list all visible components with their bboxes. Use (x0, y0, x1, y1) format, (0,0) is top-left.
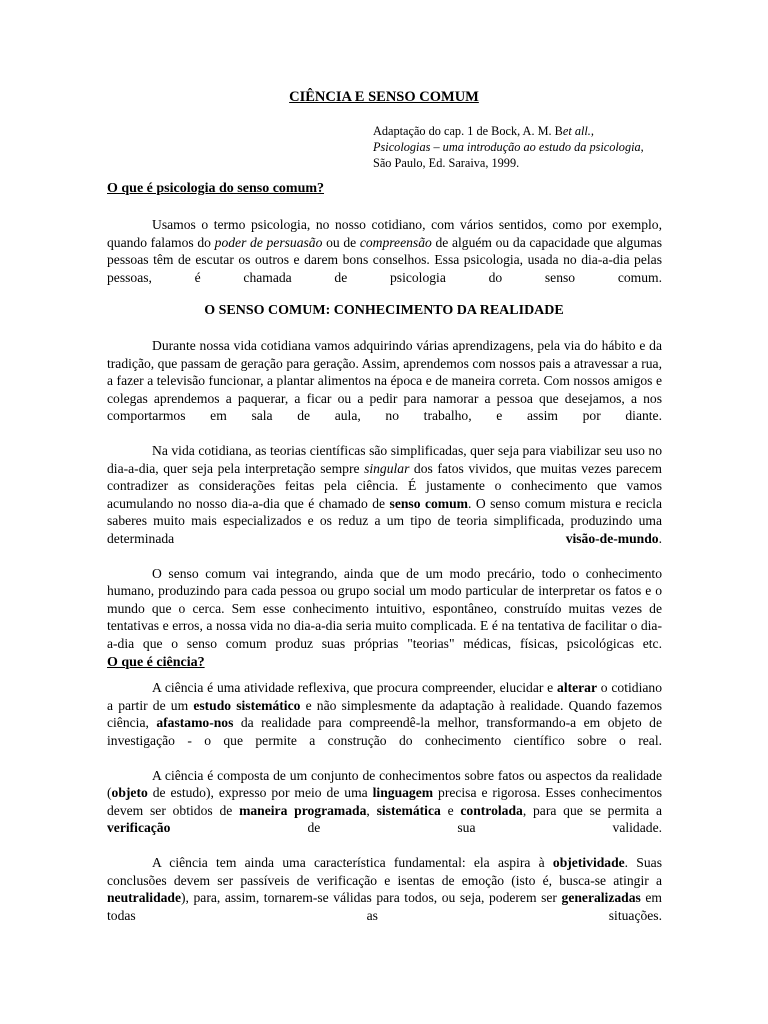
text-run: e não simplesmente da adaptação à realidade. Quando fazemos ciência, (107, 697, 662, 730)
bold-term: linguagem (372, 785, 434, 800)
bold-term: maneira programada (239, 802, 367, 818)
text-run: , (366, 802, 377, 818)
bold-term: estudo sistemático (193, 697, 301, 713)
bold-term: neutralidade (107, 890, 182, 905)
text-run: . (658, 530, 662, 546)
section3-body (107, 679, 662, 942)
text-run: ), para, assim, tornarem-se válidas para todos, ou seja, poderem ser (181, 890, 562, 905)
reference-note (373, 123, 663, 171)
bold-term: objeto (111, 785, 148, 800)
bold-term: controlada (460, 802, 523, 818)
italic-term: singular (364, 460, 410, 476)
paragraph (107, 679, 662, 767)
paragraph (107, 216, 662, 304)
text-run: A ciência é composta de um conjunto de conhecimentos sobre fatos ou aspectos da realidade ( (107, 767, 662, 800)
text-run: A ciência é uma atividade reflexiva, que procura compreender, elucidar e (152, 680, 558, 695)
bold-term: verificação (107, 820, 171, 835)
text-run: , para que se permita a (522, 802, 662, 818)
text-run: Na vida cotidiana, as teorias científicas são simplificadas, quer seja para viabilizar seu uso no dia-a-dia, quer seja pela interpretação sempre (107, 443, 662, 476)
bold-term: generalizadas (561, 890, 641, 905)
text-run: em todas as situações. (107, 890, 662, 923)
text-run: A ciência tem ainda uma característica fundamental: ela aspira à (152, 855, 553, 870)
italic-term: compreensão (359, 234, 432, 250)
reference-publisher: São Paulo, Ed. Saraiva, 1999. (373, 156, 520, 170)
text-run: Usamos o termo psicologia, no nosso cotidiano, com vários sentidos, como por exemplo, quando falamos do (107, 217, 662, 250)
italic-term: poder de persuasão (214, 234, 323, 250)
heading-psicologia-senso-comum: O que é psicologia do senso comum? (107, 181, 325, 196)
text-run: de sua validade. (170, 820, 662, 835)
text-run: . Suas conclusões devem ser passíveis de verificação e isentas de emoção (isto é, busca-se atingir a (107, 855, 662, 888)
paragraph (107, 767, 662, 855)
text-run: e (440, 802, 461, 818)
bold-term: afastamo-nos (156, 715, 234, 730)
paragraph (107, 854, 662, 942)
paragraph (107, 442, 662, 565)
reference-et-all: et all., (562, 124, 594, 138)
text-run: precisa e rigorosa. Esses conhecimentos devem ser obtidos de (107, 785, 662, 818)
reference-citation: Adaptação do cap. 1 de Bock, A. M. B (373, 124, 563, 138)
text-run: . O senso comum mistura e recicla saberes muito mais especializados e os reduz a um tipo de teoria simplificada, produzindo uma determinada (107, 495, 662, 546)
section2-body (107, 337, 662, 670)
heading-o-que-e-ciencia: O que é ciência? (107, 655, 205, 670)
text-run: o cotidiano a partir de um (107, 680, 662, 713)
text-run: dos fatos vividos, que muitas vezes parecem contradizer as considerações feitas pela ciência. É justamente o conhecimento que vamos acumulando no nosso dia-a-dia que é chamado de (107, 460, 662, 511)
text-run: ou de (322, 234, 360, 250)
bold-term: visão-de-mundo (565, 530, 659, 546)
bold-term: objetividade (552, 855, 625, 870)
text-run: de estudo), expresso por meio de uma (147, 785, 373, 800)
paragraph: O senso comum vai integrando, ainda que de um modo precário, todo o conhecimento humano, produzindo para cada pessoa ou grupo social um modo particular de interpretar os fatos e o mundo que o cerca. Sem esse conhecimento intuitivo, espontâneo, construído muitas vezes de tentativas e erros, a nossa vida no dia-a-dia seria muito complicada. E é na tentativa de facilitar o dia-a-dia que o senso comum produz suas próprias "teorias" médicas, físicas, psicológicas etc. (107, 565, 662, 651)
reference-book-title: Psicologias – uma introdução ao estudo da psicologia, (373, 140, 644, 154)
document-title: CIÊNCIA E SENSO COMUM (289, 89, 479, 105)
bold-term: alterar (557, 680, 598, 695)
section1-body (107, 216, 662, 304)
text-run: da realidade para compreendê-la melhor, transformando-a em objeto de investigação - o que permite a construção do conhecimento científico sobre o real. (107, 715, 662, 748)
bold-term: senso comum (389, 495, 468, 511)
bold-term: sistemática (376, 802, 441, 818)
paragraph: Durante nossa vida cotidiana vamos adquirindo várias aprendizagens, pela via do hábito e da tradição, que passam de geração para geração. Assim, aprendemos com nossos pais a atravessar a rua, a fazer a televisão funcionar, a plantar alimentos na época e de maneira correta. Com nossos amigos e colegas aprendemos a paquerar, a ficar ou a pedir para namorar a pessoa que desejamos, a nos comportarmos em sala de aula, no trabalho, e assim por diante. (107, 338, 662, 423)
heading-senso-comum: O SENSO COMUM: CONHECIMENTO DA REALIDADE (204, 303, 564, 318)
text-run: de alguém ou da capacidade que algumas pessoas têm de escutar os outros e darem bons conselhos. Essa psicologia, usada no dia-a-dia pelas pessoas, é chamada de psicologia do senso comum. (107, 234, 663, 285)
